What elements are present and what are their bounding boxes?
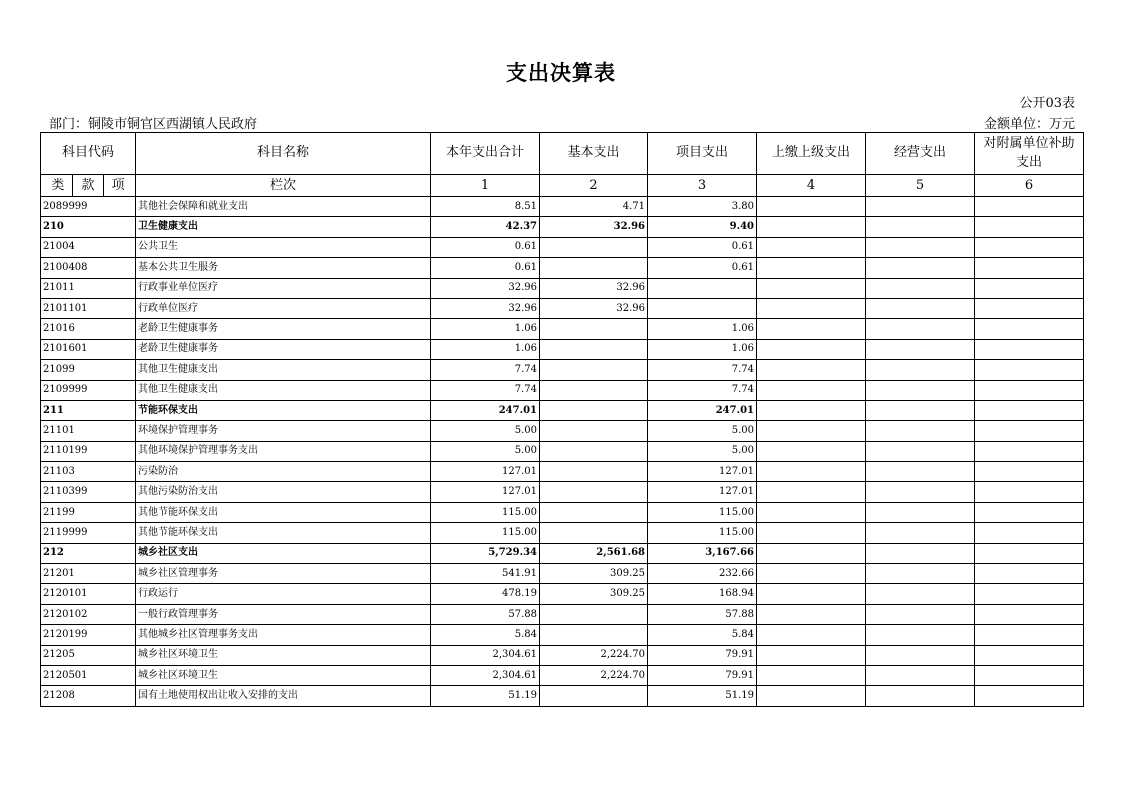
cell-name: 卫生健康支出 <box>136 217 431 237</box>
cell-total: 127.01 <box>431 462 540 482</box>
cell-total: 2,304.61 <box>431 665 540 685</box>
cell-code: 212 <box>41 543 136 563</box>
cell-basic <box>540 319 648 339</box>
cell-project: 7.74 <box>648 360 757 380</box>
subheader-c1: 1 <box>431 175 540 197</box>
cell-business <box>866 441 975 461</box>
cell-total: 541.91 <box>431 564 540 584</box>
table-row <box>41 441 1084 461</box>
cell-code: 21016 <box>41 319 136 339</box>
cell-remit <box>757 298 866 318</box>
cell-name: 行政单位医疗 <box>136 298 431 318</box>
cell-subsidy <box>975 686 1084 706</box>
cell-remit <box>757 197 866 217</box>
cell-subsidy <box>975 360 1084 380</box>
cell-remit <box>757 665 866 685</box>
cell-basic: 2,224.70 <box>540 645 648 665</box>
cell-total: 5.00 <box>431 421 540 441</box>
cell-name: 国有土地使用权出让收入安排的支出 <box>136 686 431 706</box>
cell-subsidy <box>975 625 1084 645</box>
cell-project: 9.40 <box>648 217 757 237</box>
subheader-c5: 5 <box>866 175 975 197</box>
cell-basic <box>540 339 648 359</box>
cell-total: 32.96 <box>431 298 540 318</box>
header-row <box>41 133 1084 175</box>
cell-business <box>866 502 975 522</box>
table-row <box>41 339 1084 359</box>
cell-project: 1.06 <box>648 319 757 339</box>
header-project: 项目支出 <box>648 133 757 175</box>
cell-project: 5.00 <box>648 441 757 461</box>
cell-total: 0.61 <box>431 237 540 257</box>
cell-name: 老龄卫生健康事务 <box>136 319 431 339</box>
cell-business <box>866 564 975 584</box>
cell-business <box>866 278 975 298</box>
cell-project: 5.84 <box>648 625 757 645</box>
cell-project: 7.74 <box>648 380 757 400</box>
cell-subsidy <box>975 645 1084 665</box>
cell-name: 城乡社区环境卫生 <box>136 645 431 665</box>
cell-code: 21201 <box>41 564 136 584</box>
header-remit: 上缴上级支出 <box>757 133 866 175</box>
cell-business <box>866 665 975 685</box>
subheader-c2: 2 <box>540 175 648 197</box>
cell-subsidy <box>975 502 1084 522</box>
table-row <box>41 421 1084 441</box>
cell-name: 一般行政管理事务 <box>136 604 431 624</box>
table-row <box>41 360 1084 380</box>
cell-project: 51.19 <box>648 686 757 706</box>
cell-business <box>866 482 975 502</box>
cell-remit <box>757 482 866 502</box>
cell-name: 其他节能环保支出 <box>136 502 431 522</box>
subheader-xiang: 项 <box>111 178 125 193</box>
cell-code: 21101 <box>41 421 136 441</box>
cell-basic: 309.25 <box>540 564 648 584</box>
cell-basic <box>540 380 648 400</box>
expenditure-table <box>40 132 1084 707</box>
cell-basic <box>540 686 648 706</box>
cell-subsidy <box>975 523 1084 543</box>
cell-name: 基本公共卫生服务 <box>136 258 431 278</box>
table-row <box>41 564 1084 584</box>
cell-basic <box>540 604 648 624</box>
cell-subsidy <box>975 441 1084 461</box>
cell-name: 其他节能环保支出 <box>136 523 431 543</box>
cell-project: 3,167.66 <box>648 543 757 563</box>
cell-remit <box>757 441 866 461</box>
cell-basic <box>540 523 648 543</box>
cell-business <box>866 645 975 665</box>
cell-total: 5.84 <box>431 625 540 645</box>
cell-remit <box>757 462 866 482</box>
cell-remit <box>757 502 866 522</box>
cell-business <box>866 319 975 339</box>
cell-code: 2120199 <box>41 625 136 645</box>
cell-name: 城乡社区支出 <box>136 543 431 563</box>
cell-subsidy <box>975 217 1084 237</box>
cell-subsidy <box>975 298 1084 318</box>
cell-project <box>648 278 757 298</box>
cell-remit <box>757 686 866 706</box>
cell-basic: 32.96 <box>540 298 648 318</box>
cell-code: 2120102 <box>41 604 136 624</box>
cell-total: 7.74 <box>431 380 540 400</box>
cell-code: 211 <box>41 400 136 420</box>
cell-code: 2101601 <box>41 339 136 359</box>
cell-remit <box>757 604 866 624</box>
cell-basic: 4.71 <box>540 197 648 217</box>
cell-code: 21011 <box>41 278 136 298</box>
cell-name: 其他污染防治支出 <box>136 482 431 502</box>
cell-name: 行政运行 <box>136 584 431 604</box>
subheader-lanci: 栏次 <box>136 175 431 197</box>
cell-basic <box>540 360 648 380</box>
cell-remit <box>757 319 866 339</box>
subheader-c6: 6 <box>975 175 1084 197</box>
table-row <box>41 278 1084 298</box>
table-row <box>41 645 1084 665</box>
cell-project: 5.00 <box>648 421 757 441</box>
cell-remit <box>757 380 866 400</box>
cell-name: 其他环境保护管理事务支出 <box>136 441 431 461</box>
cell-subsidy <box>975 604 1084 624</box>
cell-project: 79.91 <box>648 665 757 685</box>
cell-project: 168.94 <box>648 584 757 604</box>
cell-business <box>866 258 975 278</box>
cell-total: 1.06 <box>431 339 540 359</box>
cell-name: 行政事业单位医疗 <box>136 278 431 298</box>
cell-name: 其他卫生健康支出 <box>136 360 431 380</box>
cell-total: 2,304.61 <box>431 645 540 665</box>
cell-subsidy <box>975 278 1084 298</box>
table-row <box>41 543 1084 563</box>
cell-code: 2120101 <box>41 584 136 604</box>
cell-business <box>866 584 975 604</box>
table-row <box>41 319 1084 339</box>
cell-subsidy <box>975 319 1084 339</box>
cell-business <box>866 462 975 482</box>
subheader-category <box>41 175 136 197</box>
cell-total: 32.96 <box>431 278 540 298</box>
amount-unit-label: 金额单位：万元 <box>983 117 1075 132</box>
cell-basic <box>540 400 648 420</box>
cell-basic <box>540 421 648 441</box>
subheader-row <box>41 175 1084 197</box>
cell-business <box>866 400 975 420</box>
cell-remit <box>757 543 866 563</box>
table-row <box>41 523 1084 543</box>
cell-total: 127.01 <box>431 482 540 502</box>
cell-total: 7.74 <box>431 360 540 380</box>
cell-business <box>866 197 975 217</box>
cell-remit <box>757 523 866 543</box>
cell-subsidy <box>975 462 1084 482</box>
cell-remit <box>757 237 866 257</box>
cell-basic: 32.96 <box>540 217 648 237</box>
table-number: 公开03表 <box>1019 96 1075 111</box>
cell-basic <box>540 258 648 278</box>
cell-project: 115.00 <box>648 502 757 522</box>
cell-subsidy <box>975 237 1084 257</box>
cell-total: 8.51 <box>431 197 540 217</box>
cell-basic <box>540 625 648 645</box>
cell-code: 21004 <box>41 237 136 257</box>
table-row <box>41 625 1084 645</box>
header-name: 科目名称 <box>136 133 431 175</box>
cell-total: 5,729.34 <box>431 543 540 563</box>
cell-project: 247.01 <box>648 400 757 420</box>
cell-business <box>866 360 975 380</box>
cell-code: 21103 <box>41 462 136 482</box>
cell-project: 3.80 <box>648 197 757 217</box>
cell-business <box>866 421 975 441</box>
cell-code: 21208 <box>41 686 136 706</box>
cell-total: 42.37 <box>431 217 540 237</box>
cell-project: 79.91 <box>648 645 757 665</box>
cell-remit <box>757 278 866 298</box>
cell-code: 210 <box>41 217 136 237</box>
cell-business <box>866 380 975 400</box>
subheader-c3: 3 <box>648 175 757 197</box>
cell-name: 污染防治 <box>136 462 431 482</box>
cell-name: 老龄卫生健康事务 <box>136 339 431 359</box>
cell-remit <box>757 258 866 278</box>
header-code: 科目代码 <box>41 133 136 175</box>
table-row <box>41 400 1084 420</box>
cell-code: 2109999 <box>41 380 136 400</box>
cell-name: 城乡社区环境卫生 <box>136 665 431 685</box>
cell-code: 2120501 <box>41 665 136 685</box>
cell-subsidy <box>975 400 1084 420</box>
cell-basic: 2,224.70 <box>540 665 648 685</box>
cell-subsidy <box>975 564 1084 584</box>
cell-name: 公共卫生 <box>136 237 431 257</box>
cell-business <box>866 523 975 543</box>
cell-total: 115.00 <box>431 502 540 522</box>
cell-project: 232.66 <box>648 564 757 584</box>
cell-total: 0.61 <box>431 258 540 278</box>
cell-subsidy <box>975 482 1084 502</box>
table-row <box>41 482 1084 502</box>
cell-total: 5.00 <box>431 441 540 461</box>
cell-subsidy <box>975 380 1084 400</box>
cell-subsidy <box>975 197 1084 217</box>
cell-code: 2110199 <box>41 441 136 461</box>
cell-project <box>648 298 757 318</box>
cell-basic <box>540 441 648 461</box>
cell-remit <box>757 217 866 237</box>
cell-basic <box>540 482 648 502</box>
table-row <box>41 380 1084 400</box>
cell-remit <box>757 645 866 665</box>
cell-code: 21199 <box>41 502 136 522</box>
cell-business <box>866 339 975 359</box>
cell-business <box>866 686 975 706</box>
cell-project: 57.88 <box>648 604 757 624</box>
cell-project: 115.00 <box>648 523 757 543</box>
cell-remit <box>757 564 866 584</box>
cell-subsidy <box>975 584 1084 604</box>
cell-remit <box>757 400 866 420</box>
subheader-lei: 类 <box>51 178 65 193</box>
cell-code: 2089999 <box>41 197 136 217</box>
table-row <box>41 502 1084 522</box>
cell-basic <box>540 237 648 257</box>
table-row <box>41 665 1084 685</box>
cell-business <box>866 217 975 237</box>
department-label: 部门：铜陵市铜官区西湖镇人民政府 <box>49 117 258 132</box>
cell-total: 478.19 <box>431 584 540 604</box>
cell-remit <box>757 421 866 441</box>
table-row <box>41 197 1084 217</box>
table-row <box>41 686 1084 706</box>
cell-subsidy <box>975 339 1084 359</box>
cell-name: 其他城乡社区管理事务支出 <box>136 625 431 645</box>
cell-subsidy <box>975 421 1084 441</box>
header-total: 本年支出合计 <box>431 133 540 175</box>
cell-business <box>866 543 975 563</box>
cell-business <box>866 625 975 645</box>
cell-name: 城乡社区管理事务 <box>136 564 431 584</box>
cell-project: 127.01 <box>648 482 757 502</box>
cell-business <box>866 604 975 624</box>
header-business: 经营支出 <box>866 133 975 175</box>
table-row <box>41 217 1084 237</box>
cell-name: 其他社会保障和就业支出 <box>136 197 431 217</box>
table-row <box>41 604 1084 624</box>
cell-total: 247.01 <box>431 400 540 420</box>
cell-subsidy <box>975 665 1084 685</box>
cell-total: 1.06 <box>431 319 540 339</box>
subheader-c4: 4 <box>757 175 866 197</box>
table-row <box>41 462 1084 482</box>
cell-basic <box>540 502 648 522</box>
cell-total: 51.19 <box>431 686 540 706</box>
cell-project: 127.01 <box>648 462 757 482</box>
header-basic: 基本支出 <box>540 133 648 175</box>
cell-project: 0.61 <box>648 258 757 278</box>
cell-total: 57.88 <box>431 604 540 624</box>
cell-name: 节能环保支出 <box>136 400 431 420</box>
table-row <box>41 298 1084 318</box>
cell-code: 21099 <box>41 360 136 380</box>
cell-project: 0.61 <box>648 237 757 257</box>
table-row <box>41 258 1084 278</box>
cell-business <box>866 298 975 318</box>
cell-subsidy <box>975 258 1084 278</box>
cell-business <box>866 237 975 257</box>
cell-basic <box>540 462 648 482</box>
cell-remit <box>757 339 866 359</box>
cell-code: 2110399 <box>41 482 136 502</box>
header-subsidy: 对附属单位补助支出 <box>975 133 1084 175</box>
cell-code: 2101101 <box>41 298 136 318</box>
table-row <box>41 584 1084 604</box>
cell-basic: 32.96 <box>540 278 648 298</box>
table-row <box>41 237 1084 257</box>
cell-name: 环境保护管理事务 <box>136 421 431 441</box>
cell-project: 1.06 <box>648 339 757 359</box>
cell-basic: 309.25 <box>540 584 648 604</box>
cell-total: 115.00 <box>431 523 540 543</box>
cell-code: 2119999 <box>41 523 136 543</box>
subheader-kuan: 款 <box>81 178 95 193</box>
cell-remit <box>757 360 866 380</box>
cell-basic: 2,561.68 <box>540 543 648 563</box>
cell-code: 21205 <box>41 645 136 665</box>
cell-code: 2100408 <box>41 258 136 278</box>
cell-subsidy <box>975 543 1084 563</box>
cell-name: 其他卫生健康支出 <box>136 380 431 400</box>
cell-remit <box>757 625 866 645</box>
page-title: 支出决算表 <box>506 60 616 85</box>
cell-remit <box>757 584 866 604</box>
